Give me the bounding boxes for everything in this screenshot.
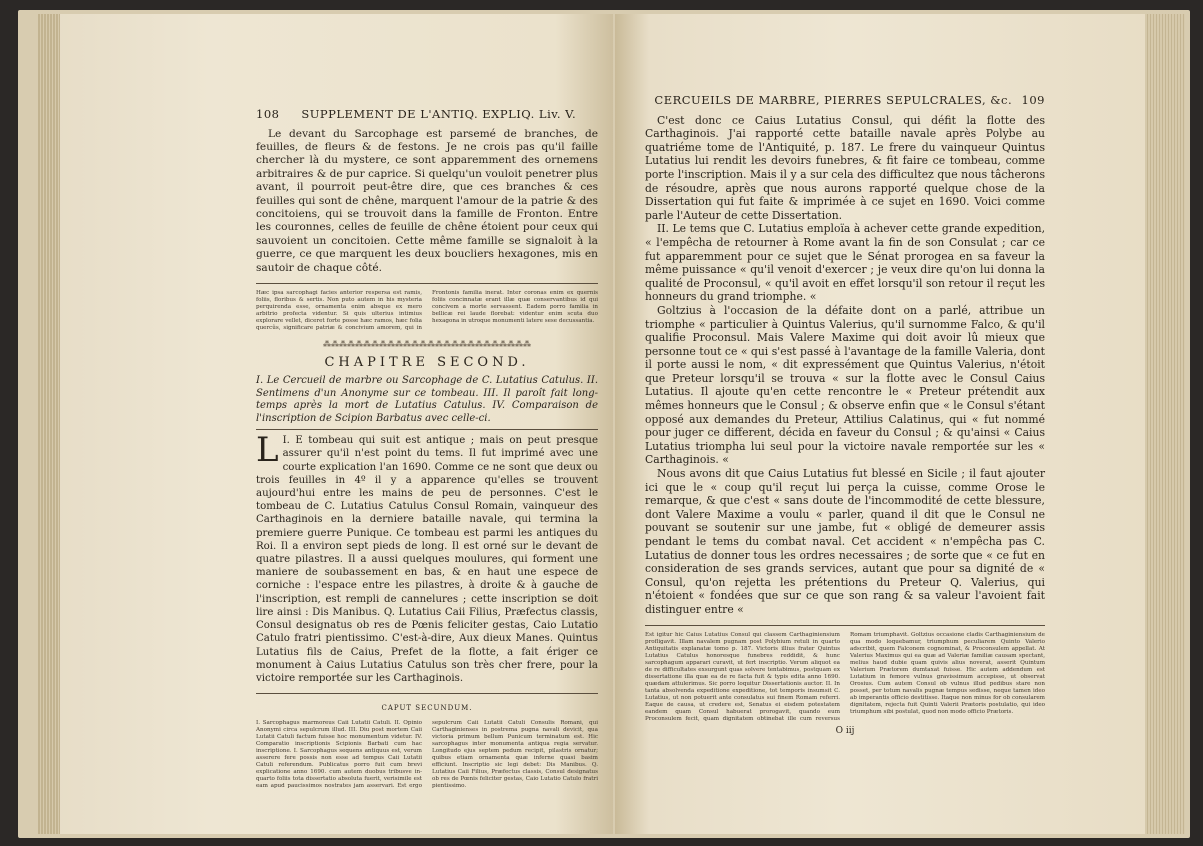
separator-rule bbox=[256, 283, 598, 284]
right-page bbox=[615, 14, 1185, 834]
left-page-content bbox=[256, 108, 598, 790]
paragraph-2: II. Le tems que C. Lutatius emploïa à achever cette grande expedition, « l'empêcha de retourner à Rome avant la fin de son Consulat ; car ce fut apparemment pour ce sujet que le Sénat prorogea en sa faveur la même puissance « qu'il venoit d'exercer ; je veux dire qu'on lui donna la qualité de Proconsul, « qu'il avoit en effet lorsqu'il son retour il reçut les honneurs du grand triomphe. « bbox=[645, 222, 1045, 304]
intro-paragraph: Le devant du Sarcophage est parsemé de branches, de feuilles, de fleurs & de festons. Je ne crois pas qu'il faille chercher là du mystere, ce sont apparemment des ornemens arbitraires & de pur caprice. Si quelqu'un vouloit penetrer plus avant, il pourroit peut-être dire, que ces branches & ces feuilles qui sont de chêne, marquent l'amour de la patrie & des concitoiens, qui se trouvoit dans la famille de Fronton. Entre les couronnes, celles de feuille de chêne étoient pour ceux qui sauvoient un concitoien. Cette même famille se signaloit à la guerre, ce que marquent les deux boucliers hexagones, mis en sautoir de chaque côté. bbox=[256, 127, 598, 274]
caput-title: CAPUT SECUNDUM. bbox=[381, 704, 473, 713]
separator-rule-2 bbox=[256, 429, 598, 430]
chapter-title: CHAPITRE SECOND. bbox=[324, 354, 530, 370]
drop-cap: L bbox=[256, 430, 279, 471]
right-separator-rule bbox=[645, 625, 1045, 626]
main-paragraph: I. E tombeau qui suit est antique ; mais on peut presque assurer qu'il n'est point du tems. Il fut imprimé avec une courte explication l'an 1690. Comme ce ne sont que deux ou trois feuilles in 4º il y a apparence qu'elles se trouvent aujourd'hui entre les mains de peu de personnes. C'est le tombeau de C. Lutatius Catulus Consul Romain, vainqueur des Carthaginois en la derniere bataille navale, qui termina la premiere guerre Punique. Ce tombeau est parmi les antiques du Roi. Il a environ sept pieds de long. Il est orné sur le devant de quatre pilastres. Il a aussi quelques moulures, qui forment une maniere de soubassement en bas, & en haut une espece de corniche : l'espace entre les pilastres, à droite & à gauche de l'inscription, est rempli de cannelures ; cette inscription se doit lire ainsi : Dis Manibus. Q. Lutatius Caii Filius, Præfectus classis, Consul designatus ob res de Pœnis feliciter gestas, Caio Lutatio Catulo fratri pientissimo. C'est-à-dire, Aux dieux Manes. Quintus Lutatius fils de Caius, Prefet de la flotte, a fait ériger ce monument à Caius Lutatius Catulus son très cher frere, pour la victoire remportée sur les Carthaginois. bbox=[256, 435, 598, 684]
main-section bbox=[256, 430, 598, 685]
latin-chapter-block: I. Sarcophagus marmoreus Caii Lutatii Catuli. II. Opinio Anonymi circa sepulcrum illud. III. Diu post mortem Caii Lutatii Catuli factum fuisse hoc monumentum videtur. IV. Comparatio inscriptionis Scipionis Barbati cum hac inscriptione. I. Sarcophagus sequens antiquus est, verum asserere fere possis non esse ad tempus Caii Lutatii Catuli referendum. Publicatus porro fuit cum brevi explicatione anno 1690. cum autem duobus tribusve in-quarto foliis tota dissertatio absoluta fuerit, verisimile est eam apud paucissimos nostrates jam asservari. Est ergo sepulcrum Caii Lutatii Catuli Consulis Romani, qui Carthaginienses in postrema pugna navali devicit, qua victoria primum bellum Punicum terminatum est. Hic sarcophagus inter monumenta antiqua regia servatur. Longitudo ejus septem pedum recipit, pilastris ornatur; quibus etiam ornamenta quæ inferne quasi basim efficiunt. Inscriptio sic legi debet: Dis Manibus. Q. Lutatius Caii Filius, Præfectus classis, Consul designatus ob res de Pœnis feliciter gestas, Caio Lutatio Catulo fratri pientissimo. bbox=[256, 719, 598, 789]
ornament-band: ⁂⁂⁂⁂⁂⁂⁂⁂⁂⁂⁂⁂⁂⁂⁂⁂⁂⁂⁂⁂⁂⁂⁂⁂⁂⁂ bbox=[323, 340, 531, 350]
left-page bbox=[38, 14, 613, 834]
left-page-edges bbox=[38, 14, 60, 834]
right-page-edges bbox=[1145, 14, 1185, 834]
separator-rule-3 bbox=[256, 693, 598, 694]
paragraph-4: Nous avons dit que Caius Lutatius fut blessé en Sicile ; il faut ajouter ici que le « coup qu'il reçut lui perça la cuisse, comme Orose le remarque, & que c'est « sans doute de l'incommodité de cette blessure, dont Valere Maxime a voulu « parler, quand il dit que le Consul ne pouvant se soutenir sur une jambe, fut « obligé de demeurer assis pendant le tems du combat naval. Cet accident « n'empêcha pas C. Lutatius de donner tous les ordres necessaires ; de sorte que « ce fut en consideration de ses grands services, autant que pour sa dignité de « Consul, qu'on rejetta les prétentions du Preteur Q. Valerius, qui n'étoient « fondées que sur ce que son rang & sa valeur l'avoient fait distinguer entre « bbox=[645, 467, 1045, 616]
left-page-number: 108 bbox=[256, 107, 280, 121]
right-running-header bbox=[645, 94, 1045, 108]
open-book bbox=[18, 10, 1190, 838]
signature-mark: O iij bbox=[835, 725, 855, 736]
left-running-header bbox=[256, 108, 598, 122]
paragraph-3: Goltzius à l'occasion de la défaite dont on a parlé, attribue un triomphe « particulier à Quintus Valerius, qu'il surnomme Falco, & qu'il qualifie Proconsul. Mais Valere Maxime qui doit avoir lû mieux que personne tout ce « qui s'est passé à l'avantage de la famille Valeria, dont il porte aussi le nom, « dit expressément que Quintus Valerius, n'étoit que Preteur lorsqu'il se trouva « sur la flotte avec le Consul Caius Lutatius. Il ajoute qu'en cette rencontre le « Preteur prétendit aux mêmes honneurs que le Consul ; & observe enfin que « le Consul s'étant opposé aux demandes du Preteur, Attilius Calatinus, qui « fut nommé pour juger ce different, décida en faveur du Consul ; & qu'ainsi « Caius Lutatius triompha lui seul pour la victoire navale remportée sur les « Carthaginois. « bbox=[645, 303, 1045, 467]
right-page-number: 109 bbox=[1021, 93, 1045, 107]
left-page-title: SUPPLEMENT DE L'ANTIQ. EXPLIQ. Liv. V. bbox=[301, 107, 577, 121]
right-page-title: CERCUEILS DE MARBRE, PIERRES SEPULCRALES, &c. bbox=[654, 93, 1013, 107]
latin-translation-block: Hæc ipsa sarcophagi facies anterior respersa est ramis, foliis, floribus & sertis. Non puto autem in his mysteria perquirenda esse, ornamenta enim absque ex mero arbitrio profecta videntur. Si quis ulterius intimius explorare vellet, diceret forte posse hæc ramos, hæc folia quercûs, significare patriæ & concivium amorem, qui in Frontonis familia inerat. Inter coronas enim ex quernis foliis concinnatæ erant illæ quæ conservantibus id qui concivem a morte servassent. Eadem porro familia in bellicæ rei laude florebat: videntur enim scuta duo hexagona in utroque monumenti latere sese decussantia. bbox=[256, 290, 598, 332]
right-latin-block: Est igitur hic Caius Lutatius Consul qui classem Carthaginiensium profligavit. Illam navalem pugnam post Polybium retuli in quarto Antiquitatis explanatæ tomo p. 187. Victoris illius frater Quintus Lutatius Catulus honoresque funebres reddidit, & hunc sarcophagum apparari curavit, ut fert inscriptio. Verum aliquot ea de re difficultates exsurgunt quas solvere tentabimus, postquam ex dissertatione illa quæ ea de re facta fuit & typis edita anno 1690. quædam attulerimus. Sic porro loquitur Dissertationis auctor. II. In tanta absolvenda expeditione expeditione, tot temporis insumsit C. Lutatius, ut non potuerit ante consulatus sui finem Romam referri. Eaque de causa, ut credere est, Senatus ei eisdem potestatem eandem quam Consul habuerat prorogavit, quando eum Proconsulem fecit, quam dignitatem obtinebat ille cum reversus Romam triumphavit. Goltzius occasione cladis Carthaginiensium de qua modo loquebamur, triumphum peculiarem Quinto Valerio adscribit, quem Falconem cognominat, & Proconsulem appellat. At Valerius Maximus qui ea quæ ad Valeriæ familiæ causam spectant, melius haud dubie quam quivis alius noverat, asserit Quintum Valerium Prætorem dumtaxat fuisse. Hic autem addendum est Lutatium in femore vulnus gravissimum accepisse, ut observat Orosius. Cum autem Consul ob vulnus illud pedibus stare non posset, per totum navalis pugnæ tempus sedisse, neque tamen ideo ab imperantis officio destitisse. Itaque non minus for ob consularem dignitatem, rejecta fuit Quinti Valerii Prætoris postulatio, qui ideo triumphum sibi postulat, quod non modo officio Prætoris. bbox=[645, 631, 1045, 722]
right-page-content bbox=[645, 94, 1045, 738]
chapter-summary: I. Le Cercueil de marbre ou Sarcophage de C. Lutatius Catulus. II. Sentimens d'un Anonyme sur ce tombeau. III. Il paroît fait long-temps après la mort de Lutatius Catulus. IV. Comparaison de l'inscription de Scipion Barbatus avec celle-ci. bbox=[256, 375, 598, 424]
paragraph-1: C'est donc ce Caius Lutatius Consul, qui défit la flotte des Carthaginois. J'ai rapporté cette bataille navale après Polybe au quatriéme tome de l'Antiquité, p. 187. Le frere du vainqueur Quintus Lutatius lui rendit les devoirs funebres, & fit faire ce tombeau, comme porte l'inscription. Mais il y a sur cela des difficultez que nous tâcherons de résoudre, après que nous aurons rapporté quelque chose de la Dissertation qui fut faite & imprimée à ce sujet en 1690. Voici comme parle l'Auteur de cette Dissertation. bbox=[645, 113, 1045, 222]
